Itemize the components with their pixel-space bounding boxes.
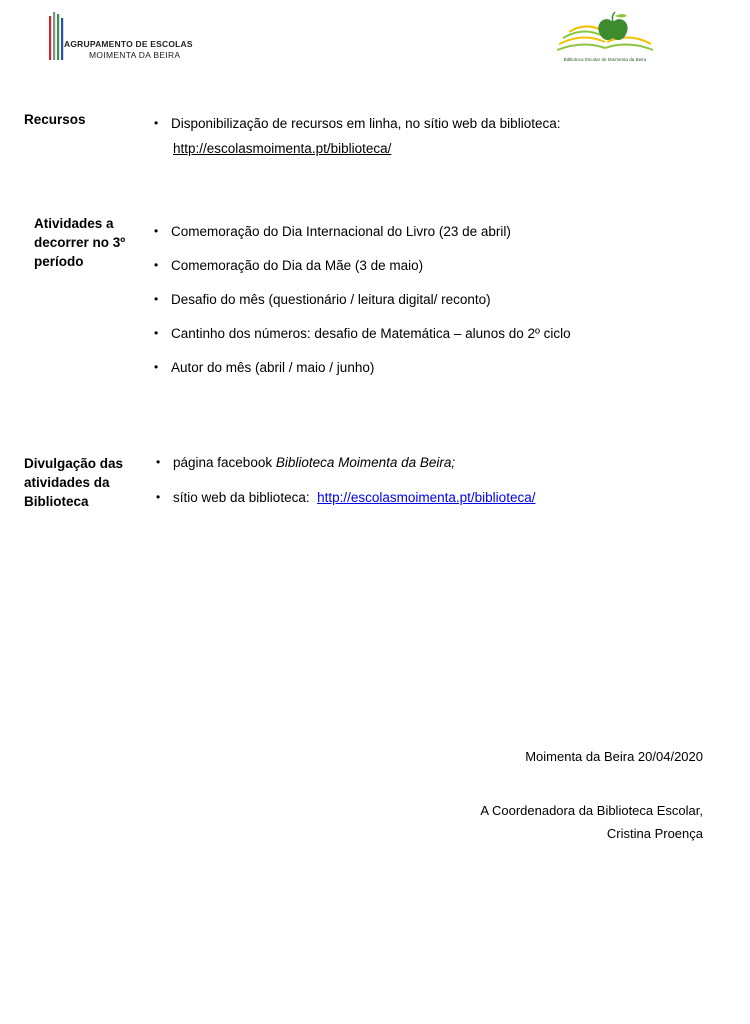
list-item-text: Desafio do mês (questionário / leitura digital/ reconto) — [171, 292, 491, 307]
list-item — [154, 224, 511, 239]
list-item — [154, 292, 491, 307]
divulgacao-label — [24, 454, 123, 511]
bullet-icon: • — [154, 116, 159, 130]
signature-role: A Coordenadora da Biblioteca Escolar, — [480, 803, 703, 818]
atividades-label-line: Atividades a — [34, 216, 114, 231]
recursos-link[interactable]: http://escolasmoimenta.pt/biblioteca/ — [173, 141, 392, 156]
place-date: Moimenta da Beira 20/04/2020 — [525, 749, 703, 764]
recursos-item-text: Disponibilização de recursos em linha, no sítio web da biblioteca: — [171, 116, 561, 131]
recursos-item — [154, 116, 561, 131]
signature-name: Cristina Proença — [606, 826, 703, 841]
library-logo-caption: Biblioteca Escolar de Moimenta da Beira — [563, 57, 647, 62]
school-group-name: AGRUPAMENTO DE ESCOLAS — [64, 39, 193, 49]
bullet-icon: • — [154, 360, 159, 374]
bullet-icon: • — [156, 455, 161, 469]
bullet-icon: • — [154, 292, 159, 306]
recursos-link-line — [173, 141, 391, 156]
bullet-icon: • — [154, 224, 159, 238]
library-logo — [553, 10, 663, 66]
list-item-text: Comemoração do Dia da Mãe (3 de maio) — [171, 258, 424, 273]
atividades-label-line: período — [34, 254, 84, 269]
list-item-text: Comemoração do Dia Internacional do Livro (23 de abril) — [171, 224, 511, 239]
bullet-icon: • — [154, 258, 159, 272]
divulgacao-label-line: Divulgação das — [24, 456, 124, 471]
list-item-text: Autor do mês (abril / maio / junho) — [171, 360, 375, 375]
atividades-label — [34, 214, 125, 271]
list-item — [156, 455, 456, 470]
list-item — [154, 360, 375, 375]
school-group-bars-icon — [47, 10, 67, 60]
list-item-text: Cantinho dos números: desafio de Matemática – alunos do 2º ciclo — [171, 326, 571, 341]
school-group-logo — [44, 10, 224, 62]
atividades-label-line: decorrer no 3º — [34, 235, 126, 250]
library-apple-book-icon — [553, 10, 657, 56]
list-item — [154, 326, 571, 341]
website-prefix: sítio web da biblioteca: — [173, 490, 318, 505]
list-item — [156, 490, 536, 505]
website-link[interactable]: http://escolasmoimenta.pt/biblioteca/ — [317, 490, 536, 505]
bullet-icon: • — [156, 490, 161, 504]
facebook-prefix: página facebook — [173, 455, 276, 470]
school-group-town: MOIMENTA DA BEIRA — [89, 50, 181, 60]
bullet-icon: • — [154, 326, 159, 340]
recursos-label: Recursos — [24, 112, 86, 127]
divulgacao-label-line: atividades da — [24, 475, 110, 490]
divulgacao-label-line: Biblioteca — [24, 494, 89, 509]
facebook-page-name: Biblioteca Moimenta da Beira; — [275, 455, 456, 470]
list-item — [154, 258, 424, 273]
